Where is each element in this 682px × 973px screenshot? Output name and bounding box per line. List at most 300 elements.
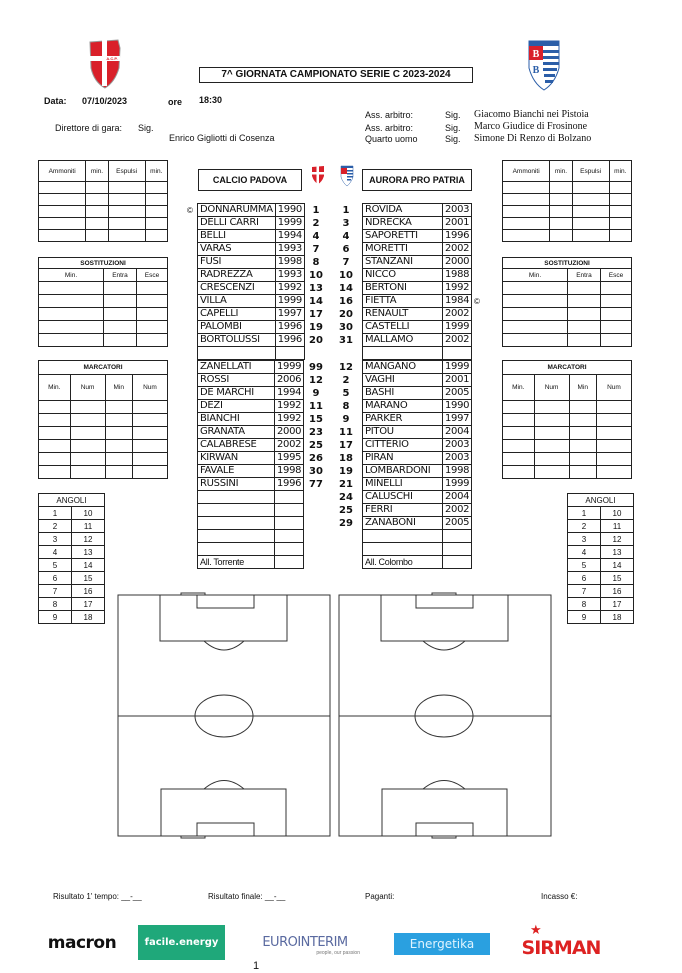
col-header: Esce [601,269,632,282]
corner-cell[interactable]: 16 [72,585,105,598]
away-scorers-table [502,360,632,479]
cell[interactable] [569,453,596,466]
home-shirt-number: 30 [309,466,323,477]
corner-cell[interactable]: 9 [568,611,601,624]
corner-cell[interactable]: 10 [601,507,634,520]
cell[interactable] [104,295,137,308]
cell[interactable] [70,453,105,466]
player-year: 2000 [443,256,472,269]
cell[interactable] [503,282,568,295]
player-year: 2002 [443,504,472,517]
home-shirt-number: 12 [309,375,323,386]
cell[interactable] [596,401,631,414]
away-shirt-number: 7 [342,257,350,268]
home-shirt-number: 20 [309,335,323,346]
cell[interactable] [105,401,132,414]
corner-cell[interactable]: 8 [568,598,601,611]
svg-text:B: B [532,65,540,76]
corner-cell[interactable]: 15 [601,572,634,585]
cell[interactable] [105,427,132,440]
cell[interactable] [39,182,86,194]
away-shirt-number: 17 [339,440,353,451]
col-header: Num [596,375,631,401]
star-icon: ★ [530,922,542,937]
corner-cell[interactable]: 12 [72,533,105,546]
cell[interactable] [132,466,167,479]
official-name: Marco Giudice di Frosinone [474,121,588,132]
cell[interactable] [137,295,168,308]
cell[interactable] [503,414,535,427]
cell[interactable] [503,308,568,321]
table-title: MARCATORI [503,361,632,375]
cell[interactable] [609,206,631,218]
cell[interactable] [132,414,167,427]
player-name: MALLAMO [363,334,443,347]
away-coach: All. Colombo [363,556,443,569]
empty-cell [198,504,275,517]
corner-cell[interactable]: 4 [39,546,72,559]
cell[interactable] [503,466,535,479]
home-shirt-number: 77 [309,479,323,490]
cell[interactable] [145,182,167,194]
col-header: Min [569,375,596,401]
corner-cell[interactable]: 14 [72,559,105,572]
cell[interactable] [39,334,104,347]
table-row [198,439,304,452]
empty-cell [275,504,304,517]
table-row [363,204,472,217]
cell[interactable] [568,308,601,321]
takings: Incasso €: [541,892,578,901]
cell[interactable] [596,453,631,466]
corner-cell[interactable]: 2 [568,520,601,533]
table-row [198,269,305,282]
empty-cell [275,347,304,360]
player-name: BORTOLUSSI [198,334,276,347]
cell[interactable] [503,321,568,334]
player-year: 1993 [275,243,304,256]
table-row [198,400,304,413]
table-row [198,530,304,543]
cell[interactable] [132,440,167,453]
cell[interactable] [145,206,167,218]
player-year: 1993 [275,269,304,282]
table-row [198,282,305,295]
player-name: BERTONI [363,282,443,295]
cell[interactable] [104,308,137,321]
player-year: 2001 [443,374,472,387]
table-row [198,465,304,478]
cell[interactable] [104,282,137,295]
cell[interactable] [596,440,631,453]
home-shirt-number: 9 [312,388,320,399]
cell[interactable] [39,230,86,242]
player-name: RUSSINI [198,478,275,491]
home-shirt-number: 99 [309,362,323,373]
table-row [363,230,472,243]
cell[interactable] [86,218,108,230]
player-name: BELLI [198,230,276,243]
player-name: CITTERIO [363,439,443,452]
col-header: Entra [104,269,137,282]
corner-cell[interactable]: 5 [39,559,72,572]
player-year: 1999 [443,361,472,374]
cell[interactable] [503,453,535,466]
cell[interactable] [39,321,104,334]
cell[interactable] [39,466,71,479]
cell[interactable] [534,401,569,414]
cell[interactable] [596,427,631,440]
corner-cell[interactable]: 12 [601,533,634,546]
cell[interactable] [137,321,168,334]
away-subs-table [502,257,632,347]
corner-cell[interactable]: 16 [601,585,634,598]
player-year: 1992 [443,282,472,295]
empty-cell [198,491,275,504]
cell[interactable] [39,401,71,414]
cell[interactable] [569,440,596,453]
player-name: SAPORETTI [363,230,443,243]
cell[interactable] [503,440,535,453]
corner-cell[interactable]: 18 [601,611,634,624]
official-name: Giacomo Bianchi nei Pistoia [474,109,589,120]
cell[interactable] [503,334,568,347]
cell[interactable] [572,182,609,194]
player-year: 1996 [275,334,304,347]
table-row [198,413,304,426]
col-header: min. [609,161,631,182]
empty-cell [363,530,443,543]
home-captain-icon: © [187,206,193,215]
away-shirt-number: 24 [339,492,353,503]
player-name: MINELLI [363,478,443,491]
player-year: 1992 [275,400,304,413]
calcio-padova-logo [88,38,122,90]
col-header: Min. [39,375,71,401]
home-shirt-number: 14 [309,296,323,307]
cell[interactable] [601,308,632,321]
player-name: FIETTA [363,295,443,308]
cell[interactable] [39,453,71,466]
cell[interactable] [503,194,550,206]
player-year: 2004 [443,491,472,504]
corner-cell[interactable]: 14 [601,559,634,572]
cell[interactable] [534,453,569,466]
player-year: 2002 [443,334,472,347]
player-name: ZANELLATI [198,361,275,374]
table-row [363,530,472,543]
home-shirt-number: 7 [312,244,320,255]
corner-cell[interactable]: 5 [568,559,601,572]
cell[interactable] [503,427,535,440]
cell[interactable] [601,282,632,295]
cell[interactable] [39,427,71,440]
cell[interactable] [86,182,108,194]
corner-cell[interactable]: 7 [39,585,72,598]
home-shirt-number: 19 [309,322,323,333]
away-captain-icon: © [474,297,480,306]
away-shirt-number: 9 [342,414,350,425]
home-shirt-number: 25 [309,440,323,451]
player-name: VAGHI [363,374,443,387]
away-shirt-number: 14 [339,283,353,294]
paying-spectators: Paganti: [365,892,395,901]
cell[interactable] [132,453,167,466]
cell[interactable] [137,308,168,321]
away-shirt-number: 20 [339,309,353,320]
home-coach: All. Torrente [198,556,275,569]
cell[interactable] [108,218,145,230]
player-name: ZANABONI [363,517,443,530]
table-row [198,374,304,387]
cell[interactable] [108,230,145,242]
player-name: ROSSI [198,374,275,387]
player-name: DELLI CARRI [198,217,276,230]
cell[interactable] [86,206,108,218]
cell[interactable] [569,466,596,479]
player-year: 2004 [443,426,472,439]
svg-text:B: B [532,49,540,60]
player-name: LOMBARDONI [363,465,443,478]
player-name: MORETTI [363,243,443,256]
table-row [363,347,472,360]
cell[interactable] [609,218,631,230]
cell[interactable] [568,334,601,347]
official-role: Ass. arbitro: [365,110,414,120]
cell[interactable] [534,440,569,453]
cell[interactable] [569,427,596,440]
player-year: 2003 [443,204,472,217]
cell[interactable] [145,218,167,230]
cell[interactable] [70,414,105,427]
cell[interactable] [105,440,132,453]
corner-cell[interactable]: 6 [568,572,601,585]
empty-cell [275,517,304,530]
cell[interactable] [39,308,104,321]
table-row [363,387,472,400]
corner-cell[interactable]: 11 [72,520,105,533]
corner-cell[interactable]: 18 [72,611,105,624]
player-year: 2000 [275,426,304,439]
table-row [363,374,472,387]
col-header: Entra [568,269,601,282]
corner-cell[interactable]: 8 [39,598,72,611]
time-label: ore [168,97,183,107]
cell[interactable] [39,218,86,230]
player-year: 2005 [443,387,472,400]
cell[interactable] [105,466,132,479]
cell[interactable] [108,182,145,194]
corner-cell[interactable]: 17 [601,598,634,611]
player-year: 1990 [275,204,304,217]
away-shirt-number: 12 [339,362,353,373]
cell[interactable] [569,414,596,427]
home-shirt-number: 17 [309,309,323,320]
player-year: 1999 [275,295,304,308]
empty-cell [443,530,472,543]
corner-cell[interactable]: 4 [568,546,601,559]
cell[interactable] [39,194,86,206]
cell[interactable] [39,414,71,427]
corner-cell[interactable]: 6 [39,572,72,585]
player-year: 1994 [275,230,304,243]
cell[interactable] [609,230,631,242]
table-row [363,217,472,230]
table-row [198,217,305,230]
cell[interactable] [572,194,609,206]
cell[interactable] [70,440,105,453]
corner-cell[interactable]: 3 [568,533,601,546]
cell[interactable] [132,427,167,440]
cell[interactable] [39,440,71,453]
cell[interactable] [572,206,609,218]
table-row [198,556,304,569]
cell[interactable] [609,182,631,194]
cell[interactable] [568,295,601,308]
first-half-result: Risultato 1' tempo: __-__ [53,892,142,901]
cell[interactable] [108,206,145,218]
cell[interactable] [503,182,550,194]
col-header: Min. [503,375,535,401]
corner-cell[interactable]: 3 [39,533,72,546]
cell[interactable] [105,453,132,466]
home-team-name: CALCIO PADOVA [198,169,302,191]
cell[interactable] [70,427,105,440]
cell[interactable] [70,466,105,479]
cell[interactable] [569,401,596,414]
cell[interactable] [572,218,609,230]
cell[interactable] [550,218,572,230]
cell[interactable] [137,334,168,347]
cell[interactable] [550,230,572,242]
col-header: Espulsi [108,161,145,182]
table-row [363,465,472,478]
cell[interactable] [503,401,535,414]
cell[interactable] [568,282,601,295]
corner-cell[interactable]: 13 [601,546,634,559]
player-name: GRANATA [198,426,275,439]
corner-cell[interactable]: 13 [72,546,105,559]
cell[interactable] [104,334,137,347]
away-team-name: AURORA PRO PATRIA [362,169,472,191]
player-year: 1992 [275,413,304,426]
home-shirt-number: 4 [312,231,320,242]
table-row [363,452,472,465]
cell[interactable] [86,230,108,242]
table-row [363,478,472,491]
cell[interactable] [601,295,632,308]
player-name: CALABRESE [198,439,275,452]
cell[interactable] [534,427,569,440]
cell[interactable] [572,230,609,242]
table-row [363,439,472,452]
cell[interactable] [601,321,632,334]
cell[interactable] [70,401,105,414]
official-role: Ass. arbitro: [365,123,414,133]
cell[interactable] [132,401,167,414]
cell[interactable] [596,414,631,427]
player-name: RENAULT [363,308,443,321]
cell[interactable] [86,194,108,206]
player-year: 1997 [275,308,304,321]
table-row [363,491,472,504]
cell[interactable] [145,230,167,242]
player-year: 1988 [443,269,472,282]
home-scorers-table [38,360,168,479]
cell[interactable] [550,206,572,218]
cell[interactable] [550,194,572,206]
player-name: DEZI [198,400,275,413]
corner-cell[interactable]: 7 [568,585,601,598]
corner-cell[interactable]: 17 [72,598,105,611]
away-shirt-number: 29 [339,518,353,529]
cell[interactable] [609,194,631,206]
svg-text:A.C.P.: A.C.P. [106,56,118,61]
cell[interactable] [104,321,137,334]
player-name: PARKER [363,413,443,426]
corner-cell[interactable]: 1 [568,507,601,520]
empty-cell [198,543,275,556]
cell[interactable] [39,282,104,295]
cell[interactable] [601,334,632,347]
empty-cell [443,347,472,360]
player-name: KIRWAN [198,452,275,465]
cell[interactable] [145,194,167,206]
cell[interactable] [550,182,572,194]
empty-cell [198,347,276,360]
corner-cell[interactable]: 15 [72,572,105,585]
col-header: Ammoniti [39,161,86,182]
cell[interactable] [137,282,168,295]
cell[interactable] [568,321,601,334]
corner-cell[interactable]: 11 [601,520,634,533]
table-row [198,308,305,321]
player-year: 2001 [443,217,472,230]
away-shirt-number: 5 [342,388,350,399]
away-shirt-number: 25 [339,505,353,516]
cell[interactable] [39,206,86,218]
cell[interactable] [503,218,550,230]
table-row [198,543,304,556]
table-row [198,478,304,491]
cell[interactable] [596,466,631,479]
player-name: STANZANI [363,256,443,269]
corner-cell[interactable]: 2 [39,520,72,533]
table-row [198,347,305,360]
away-shirt-number: 1 [342,205,350,216]
player-year: 1998 [443,465,472,478]
cell[interactable] [503,295,568,308]
corner-cell[interactable]: 10 [72,507,105,520]
empty-cell [275,556,304,569]
cell[interactable] [503,206,550,218]
table-row [198,426,304,439]
corner-cell[interactable]: 1 [39,507,72,520]
player-name: DE MARCHI [198,387,275,400]
cell[interactable] [108,194,145,206]
away-mini-logo [340,165,354,187]
cell[interactable] [503,230,550,242]
cell[interactable] [105,414,132,427]
player-year: 1996 [443,230,472,243]
away-pitch-diagram [338,592,552,848]
home-bench-table [197,360,304,569]
cell[interactable] [534,414,569,427]
cell[interactable] [39,295,104,308]
empty-cell [443,556,472,569]
corner-cell[interactable]: 9 [39,611,72,624]
cell[interactable] [534,466,569,479]
